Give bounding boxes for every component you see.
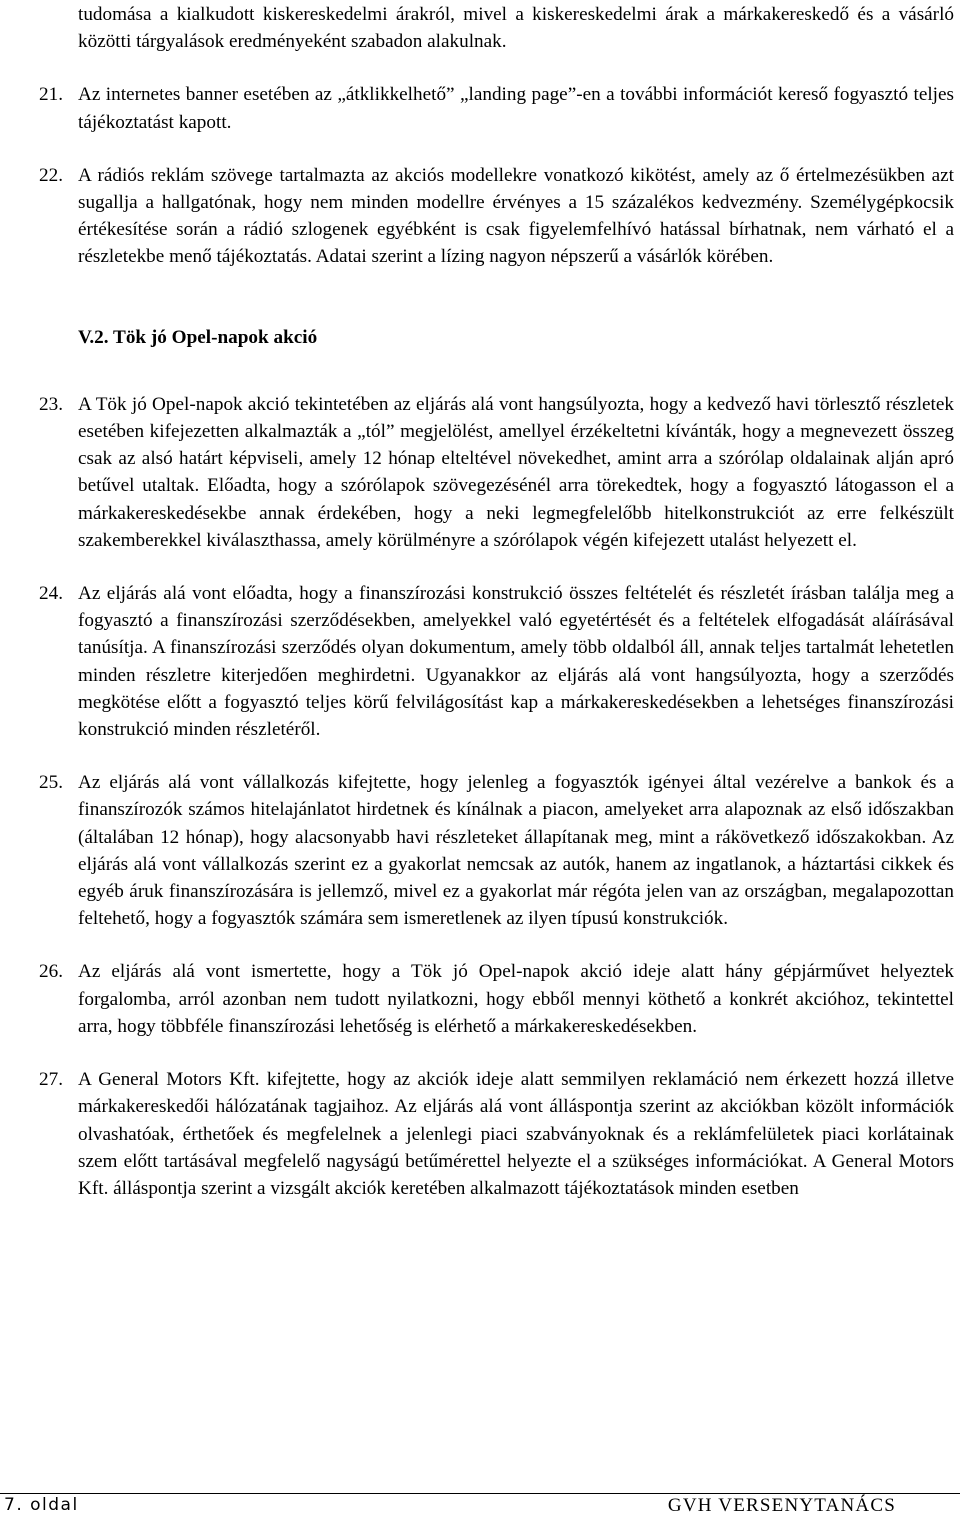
paragraph-text: Az eljárás alá vont vállalkozás kifejtette, hogy jelenleg a fogyasztók igényei által vezérelve a bankok és a finanszírozók számos hitelajánlatot hirdetnek és kínálnak a piacon, amelyeket arra alapoznak az első időszakban (általában 12 hónap), hogy alacsonyabb havi részleteket állapítanak meg, mint a rákövetkező időszakokban. Az eljárás alá vont vállalkozás szerint ez a gyakorlat nemcsak az autók, hanem az ingatlanok, a háztartási cikkek és egyéb áruk finanszírozására is jellemző, mivel ez a gyakorlat már régóta jelen van az országban, megalapozottan feltehető, hogy a fogyasztók számára sem ismeretlenek az ilyen típusú konstrukciók. — [78, 772, 954, 930]
paragraph-text: Az eljárás alá vont előadta, hogy a finanszírozási konstrukció összes feltételét és részletét írásban találja meg a fogyasztó a finanszírozási szerződésekben, amelyekkel való egyetértését és a feltételek elfogadását aláírásával tanúsítja. A finanszírozási szerződés olyan dokumentum, amely több oldalból áll, annak teljes tartalmát lehetetlen minden részletre kiterjedően meghirdetni. Ugyanakkor az eljárás alá vont hangsúlyozta, hogy a szerződés megkötése előtt a fogyasztó teljes körű felvilágosítást kap a márkakereskedésekben a lehetséges finanszírozási konstrukció minden részletéről. — [78, 583, 954, 741]
footer-divider — [0, 1493, 960, 1494]
paragraph-22 — [39, 162, 954, 271]
paragraph-number: 26. — [39, 961, 63, 983]
paragraph-number: 24. — [39, 583, 63, 605]
page-number: 7. oldal — [4, 1495, 79, 1515]
paragraph-text: A General Motors Kft. kifejtette, hogy az akciók ideje alatt semmilyen reklamáció nem érkezett hozzá illetve márkakereskedői hálózatának tagjaihoz. Az eljárás alá vont álláspontja szerint az akciókban közölt információk olvashatóak, érthetőek és megfelelnek a jelenlegi piaci szabványoknak és a reklámfelületek piaci korlátainak szem előtt tartásával megfelelő nagyságú betűmérettel helyezte el a szükséges információkat. A General Motors Kft. álláspontja szerint a vizsgált akciók keretében alkalmazott tájékoztatások minden esetben — [78, 1069, 954, 1199]
paragraph-number: 21. — [39, 84, 63, 106]
paragraph-text: Az internetes banner esetében az „átklikkelhető” „landing page”-en a további információt kereső fogyasztó teljes tájékoztatást kapott. — [78, 84, 954, 133]
paragraph-number: 25. — [39, 772, 63, 794]
paragraph-text: Az eljárás alá vont ismertette, hogy a Tök jó Opel-napok akció ideje alatt hány gépjárművet helyeztek forgalomba, arról azonban nem tudott nyilatkozni, hogy ebből mennyi köthető a konkrét akcióhoz, tekintettel arra, hogy többféle finanszírozási lehetőség is elérhető a márkakereskedésekben. — [78, 961, 954, 1037]
paragraph-24 — [39, 580, 954, 743]
paragraph-number: 23. — [39, 393, 63, 415]
paragraph-23 — [39, 391, 954, 554]
section-heading: V.2. Tök jó Opel-napok akció — [78, 326, 318, 348]
paragraph-number: 22. — [39, 164, 63, 186]
paragraph-number: 27. — [39, 1069, 63, 1091]
footer-organization: GVH VERSENYTANÁCS — [667, 1495, 896, 1516]
paragraph-text: A rádiós reklám szövege tartalmazta az akciós modellekre vonatkozó kikötést, amely az ő értelmezésükben azt sugallja a hallgatónak, hogy nem minden modellre érvényes a 15 százalékos kedvezmény. Személygépkocsik értékesítése során a rádió szlogenek egyébként is csak figyelemfelhívó hatással bírhatnak, nem várható el a részletekbe menő tájékoztatás. Adatai szerint a lízing nagyon népszerű a vásárlók körében. — [78, 164, 954, 268]
paragraph-text: A Tök jó Opel-napok akció tekintetében az eljárás alá vont hangsúlyozta, hogy a kedvező havi törlesztő részletek esetében kifejezetten alkalmazták a „tól” megjelölést, amellyel érzékeltetni kívánták, hogy a megnevezett összeg csak az alsó határt képviseli, amely 12 hónap elteltével növekedhet, amint arra a szórólap oldalainak alján apró betűvel utaltak. Előadta, hogy a szórólapok szövegezésénél arra törekedtek, hogy a fogyasztó látogasson el a márkakereskedésekbe annak érdekében, hogy a neki legmegfelelőbb hitelkonstrukciót az erre felkészült szakemberekkel kiválaszthassa, amely körülményre a szórólapok végén kifejezett utalást helyezett el. — [78, 393, 954, 551]
paragraph-26 — [39, 958, 954, 1040]
paragraph-21 — [39, 81, 954, 135]
document-body — [39, 0, 954, 1202]
paragraph-25 — [39, 769, 954, 932]
paragraph-27 — [39, 1066, 954, 1202]
intro-paragraph: tudomása a kialkudott kiskereskedelmi árakról, mivel a kiskereskedelmi árak a márkakereskedő és a vásárló közötti tárgyalások eredményeként szabadon alakulnak. — [78, 4, 954, 53]
